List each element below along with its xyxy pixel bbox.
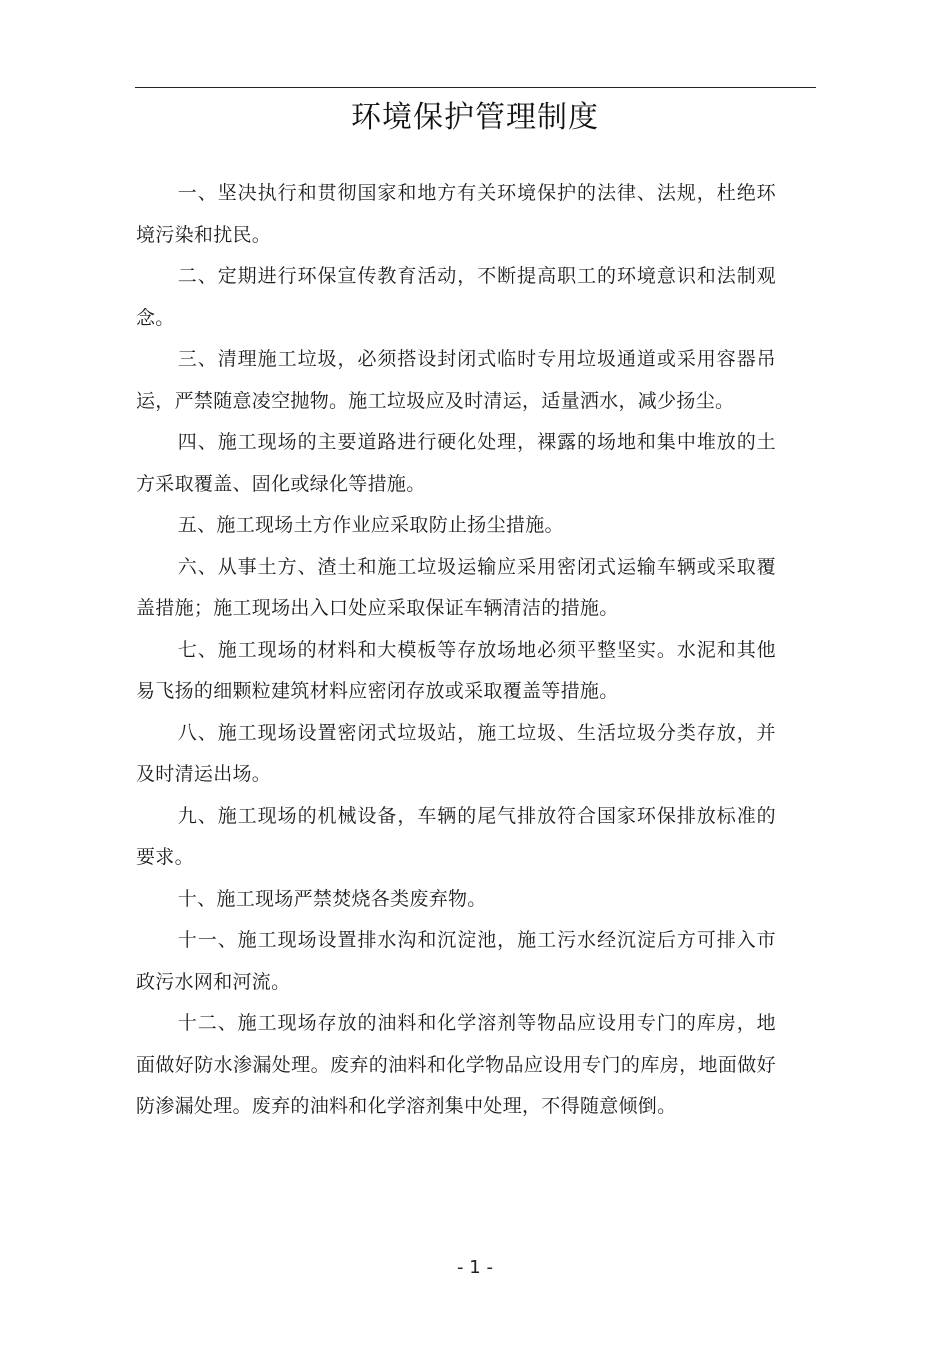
- paragraph-9: 九、施工现场的机械设备，车辆的尾气排放符合国家环保排放标准的要求。: [136, 804, 776, 868]
- paragraph-8: 八、施工现场设置密闭式垃圾站，施工垃圾、生活垃圾分类存放，并及时清运出场。: [136, 721, 776, 785]
- paragraph-3: 三、清理施工垃圾，必须搭设封闭式临时专用垃圾通道或采用容器吊运，严禁随意凌空抛物。施工垃圾应及时清运，适量洒水，减少扬尘。: [136, 348, 776, 412]
- paragraph-2: 二、定期进行环保宣传教育活动，不断提高职工的环境意识和法制观念。: [136, 265, 776, 329]
- paragraph-5: 五、施工现场土方作业应采取防止扬尘措施。: [177, 514, 564, 536]
- paragraph-10: 十、施工现场严禁焚烧各类废弃物。: [177, 887, 487, 910]
- paragraph-12: 十二、施工现场存放的油料和化学溶剂等物品应设用专门的库房，地面做好防水渗漏处理。废弃的油料和化学物品应设用专门的库房，地面做好防渗漏处理。废弃的油料和化学溶剂集中处理，不得随意倾倒。: [136, 1012, 776, 1117]
- paragraph-6: 六、从事土方、渣土和施工垃圾运输应采用密闭式运输车辆或采取覆盖措施；施工现场出入口处应采取保证车辆清洁的措施。: [136, 555, 776, 619]
- paragraph-1: 一、坚决执行和贯彻国家和地方有关环境保护的法律、法规，杜绝环境污染和扰民。: [136, 182, 776, 246]
- paragraph-7: 七、施工现场的材料和大模板等存放场地必须平整坚实。水泥和其他易飞扬的细颗粒建筑材料应密闭存放或采取覆盖等措施。: [136, 638, 776, 702]
- paragraph-4: 四、施工现场的主要道路进行硬化处理，裸露的场地和集中堆放的土方采取覆盖、固化或绿化等措施。: [136, 431, 776, 495]
- header-rule: [135, 87, 816, 88]
- document-body: [136, 173, 776, 1128]
- document-title: 环境保护管理制度: [351, 100, 599, 135]
- page-number: - 1 -: [457, 1257, 493, 1278]
- paragraph-11: 十一、施工现场设置排水沟和沉淀池，施工污水经沉淀后方可排入市政污水网和河流。: [136, 929, 776, 993]
